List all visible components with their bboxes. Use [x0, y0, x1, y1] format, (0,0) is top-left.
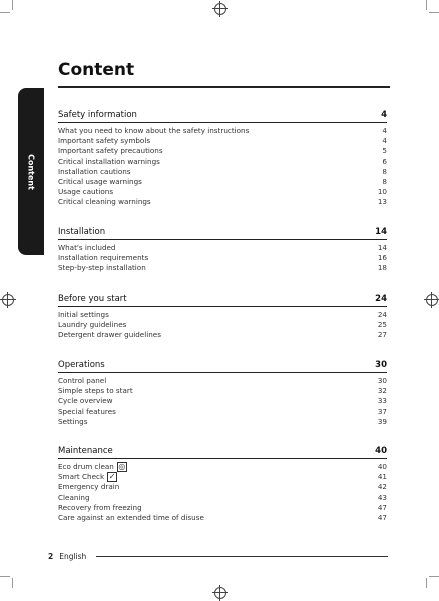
toc-item[interactable]: [58, 376, 387, 386]
toc-item-label: Usage cautions: [58, 187, 114, 197]
footer-language: English: [59, 552, 87, 561]
registration-mark-icon: [2, 294, 14, 306]
toc-item-page: 16: [377, 253, 387, 263]
toc-item-page: 8: [382, 166, 387, 176]
toc-item-page: 33: [377, 396, 387, 406]
toc-item[interactable]: [58, 157, 387, 167]
toc-item[interactable]: [58, 330, 387, 340]
toc-item-label: Settings: [58, 416, 88, 426]
toc-item[interactable]: [58, 146, 387, 156]
toc-item[interactable]: [58, 503, 387, 513]
toc-item-page: 42: [377, 482, 387, 492]
section-safety-information: [58, 108, 387, 208]
section-page: 24: [375, 294, 387, 304]
toc-item-page: 4: [382, 136, 387, 146]
toc-item-page: 25: [377, 320, 387, 330]
toc-item-label: Cleaning: [58, 492, 90, 502]
toc-item-page: 43: [377, 492, 387, 502]
toc-item-label: Eco drum clean: [58, 462, 114, 471]
section-operations: [58, 358, 387, 427]
toc-item[interactable]: [58, 136, 387, 146]
crop-mark: [429, 12, 439, 13]
toc-item-label: Special features: [58, 406, 116, 416]
section-page: 30: [375, 360, 387, 370]
toc-item[interactable]: [58, 386, 387, 396]
toc-item-page: 18: [377, 263, 387, 273]
toc-item[interactable]: [58, 482, 387, 492]
smart-check-icon: ✓: [108, 472, 116, 482]
toc-item[interactable]: [58, 407, 387, 417]
toc-item-page: 8: [382, 177, 387, 187]
toc-item-label: Critical usage warnings: [58, 177, 142, 187]
toc-item[interactable]: [58, 396, 387, 406]
section-header[interactable]: [58, 444, 387, 459]
toc-item-page: 39: [377, 416, 387, 426]
toc-item[interactable]: [58, 177, 387, 187]
registration-mark-icon: [426, 294, 438, 306]
toc-item-label: Care against an extended time of disuse: [58, 513, 204, 523]
toc-item-page: 24: [377, 310, 387, 319]
toc-item-page: 6: [382, 156, 387, 166]
crop-mark: [426, 0, 427, 10]
toc-item-label: Critical installation warnings: [58, 156, 160, 166]
toc-item-page: 41: [377, 472, 387, 482]
section-header[interactable]: [58, 292, 387, 307]
crop-mark: [12, 578, 13, 588]
toc-item[interactable]: [58, 493, 387, 503]
section-installation: [58, 225, 387, 274]
eco-drum-clean-icon: ◎: [118, 462, 126, 471]
toc-item-label: Recovery from freezing: [58, 502, 142, 512]
crop-mark: [429, 576, 439, 577]
toc-item[interactable]: [58, 243, 387, 253]
toc-item-label: Critical cleaning warnings: [58, 197, 151, 207]
section-header[interactable]: [58, 108, 387, 123]
toc-item-label: What's included: [58, 243, 116, 252]
toc-item-label: Detergent drawer guidelines: [58, 330, 161, 340]
section-page: 40: [375, 446, 387, 456]
section-title: Installation: [58, 227, 106, 237]
crop-mark: [0, 12, 10, 13]
toc-item[interactable]: [58, 126, 387, 136]
registration-mark-icon: [214, 3, 226, 15]
toc-item-page: 47: [377, 502, 387, 512]
section-before-you-start: [58, 292, 387, 341]
toc-item-page: 40: [377, 462, 387, 471]
page-title: Content: [58, 60, 135, 80]
section-maintenance: [58, 444, 387, 523]
toc-item-page: 32: [377, 386, 387, 396]
section-title: Operations: [58, 360, 105, 370]
crop-mark: [0, 576, 10, 577]
section-header[interactable]: [58, 225, 387, 240]
toc-item[interactable]: [58, 263, 387, 273]
section-title: Safety information: [58, 110, 137, 120]
toc-item-label: Installation requirements: [58, 253, 149, 263]
toc-item-label: Step-by-step installation: [58, 263, 146, 273]
toc-item-page: 10: [377, 187, 387, 197]
toc-item-label: Simple steps to start: [58, 386, 133, 396]
toc-item-label: Smart Check: [58, 472, 105, 482]
toc-item-page: 37: [377, 406, 387, 416]
side-tab: [18, 88, 44, 255]
toc-item[interactable]: [58, 472, 387, 482]
footer-page-number: 2: [48, 552, 54, 561]
toc-item-page: 14: [377, 243, 387, 252]
crop-mark: [426, 578, 427, 588]
toc-item[interactable]: [58, 310, 387, 320]
section-page: 4: [381, 110, 387, 120]
toc-item-page: 27: [377, 330, 387, 340]
toc-item[interactable]: [58, 462, 387, 472]
toc-item[interactable]: [58, 320, 387, 330]
toc-item[interactable]: [58, 417, 387, 427]
toc-item-page: 30: [377, 376, 387, 385]
toc-item-label: Cycle overview: [58, 396, 113, 406]
section-header[interactable]: [58, 358, 387, 373]
toc-item[interactable]: [58, 253, 387, 263]
toc-item-page: 5: [382, 146, 387, 156]
section-title: Before you start: [58, 294, 127, 304]
toc-item-label: Important safety precautions: [58, 146, 163, 156]
toc-item-label: Emergency drain: [58, 482, 120, 492]
page-footer: [48, 552, 388, 561]
toc-item-label: Control panel: [58, 376, 107, 385]
toc-item-page: 13: [377, 197, 387, 207]
toc-item[interactable]: [58, 513, 387, 523]
toc-item-label: Laundry guidelines: [58, 320, 127, 330]
toc-item-page: 47: [377, 513, 387, 523]
toc-item-label: Initial settings: [58, 310, 109, 319]
section-title: Maintenance: [58, 446, 113, 456]
toc-item-label: Important safety symbols: [58, 136, 151, 146]
toc-item[interactable]: [58, 187, 387, 197]
toc-item-label: Installation cautions: [58, 166, 131, 176]
side-tab-label: Content: [26, 153, 36, 190]
toc-item-label: What you need to know about the safety instructions: [58, 126, 250, 135]
footer-rule: [96, 556, 388, 557]
registration-mark-icon: [214, 587, 226, 599]
toc-item[interactable]: [58, 167, 387, 177]
section-page: 14: [375, 227, 387, 237]
title-divider: [58, 86, 390, 88]
toc-item-page: 4: [382, 126, 387, 135]
crop-mark: [12, 0, 13, 10]
toc-item[interactable]: [58, 197, 387, 207]
